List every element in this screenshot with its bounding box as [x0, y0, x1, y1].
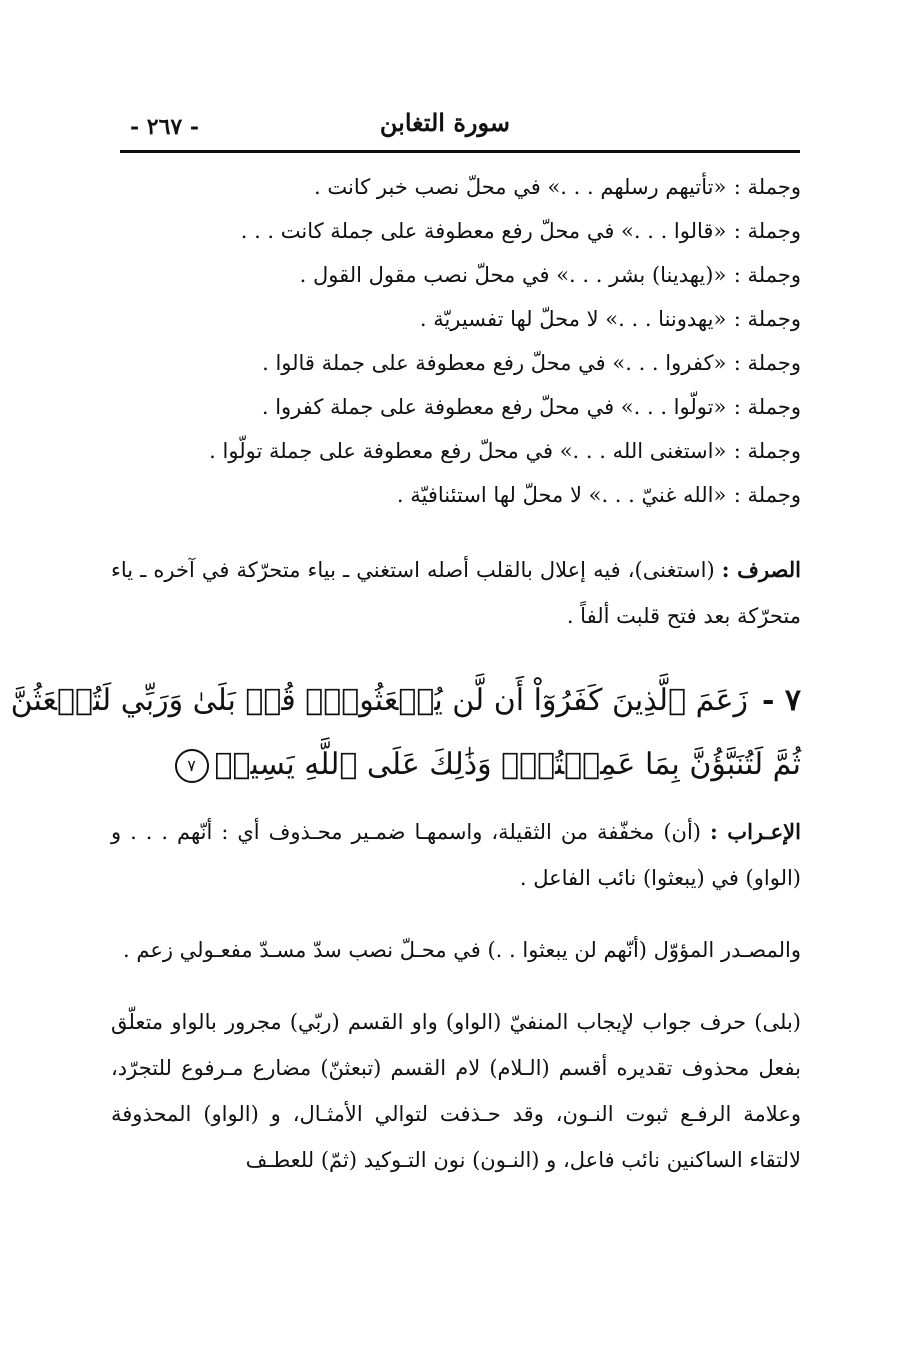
quran-verse [10, 669, 801, 797]
verse-text-2: ثُمَّ لَتُنَبَّؤُنَّ بِمَا عَمِلۡتُمۡۚ وَذَٰلِكَ عَلَى ٱللَّهِ يَسِيرٞ [214, 747, 801, 782]
verse-line-2 [111, 733, 801, 797]
jumla-label: وجملة : [733, 439, 801, 463]
jumla-line [111, 297, 801, 341]
masdar-paragraph: والمصـدر المؤوّل (أنّهم لن يبعثوا . .) في محـلّ نصب سدّ مسـدّ مفعـولي زعم . [123, 938, 801, 962]
jumla-label: وجملة : [733, 307, 801, 331]
jumla-line [111, 253, 801, 297]
sarf-text: (استغنى)، فيه إعلال بالقلب أصله استغني ـ بياء متحرّكة في آخره ـ ياء متحرّكة بعد فتح قلبت ألفاً . [111, 558, 801, 628]
jumla-line [111, 341, 801, 385]
verse-line-1 [10, 669, 801, 733]
header-rule [120, 150, 800, 153]
page-header [120, 98, 800, 154]
jumla-line [111, 429, 801, 473]
jumla-label: وجملة : [733, 351, 801, 375]
jumla-label: وجملة : [733, 175, 801, 199]
verse-number: ٧ - [761, 683, 801, 718]
jumla-text: «كفروا . . .» في محلّ رفع معطوفة على جملة قالوا . [262, 351, 727, 375]
sarf-paragraph [111, 547, 801, 639]
jumla-text: «يهدوننا . . .» لا محلّ لها تفسيريّة . [419, 307, 727, 331]
bala-paragraph: (بلى) حرف جواب لإيجاب المنفيّ (الواو) واو القسم (ربّي) مجرور بالواو متعلّق بفعل محذوف تقديره أقسم (الـلام) لام القسم (تبعثنّ) مضارع مـرفوع للتجرّد، وعلامة الرفـع ثبوت النـون، وقد حـذفت لتوالي الأمثـال، و (الواو) المحذوفة لالتقاء الساكنين نائب فاعل، و (النـون) نون التـوكيد (ثمّ) للعطـف [111, 1010, 801, 1172]
page-number: - ٢٦٧ - [130, 114, 200, 140]
ayah-end-marker: ٧ [175, 749, 209, 783]
irab-paragraph [111, 809, 801, 901]
jumla-line [111, 165, 801, 209]
irab-term: الإعـراب : [709, 819, 801, 844]
jumal-list [111, 165, 801, 517]
jumla-line [111, 385, 801, 429]
jumla-text: «تولّوا . . .» في محلّ رفع معطوفة على جملة كفروا . [261, 395, 727, 419]
jumla-label: وجملة : [733, 483, 801, 507]
jumla-label: وجملة : [733, 219, 801, 243]
verse-text-1: زَعَمَ ٱلَّذِينَ كَفَرُوٓاْ أَن لَّن يُبۡعَثُواْۚ قُلۡ بَلَىٰ وَرَبِّي لَتُبۡعَثُنَّ [10, 683, 748, 718]
page-body [10, 165, 801, 1183]
irab-text: (أن) مخفّفة من الثقيلة، واسمهـا ضمـير محـذوف أي : أنّهم . . . و (الواو) في (يبعثوا) نائب الفاعل . [111, 820, 801, 890]
jumla-line [111, 209, 801, 253]
jumla-text: «(يهدينا) بشر . . .» في محلّ نصب مقول القول . [299, 263, 727, 287]
jumla-text: «قالوا . . .» في محلّ رفع معطوفة على جملة كانت . . . [240, 219, 727, 243]
jumla-label: وجملة : [733, 263, 801, 287]
jumla-label: وجملة : [733, 395, 801, 419]
jumla-text: «استغنى الله . . .» في محلّ رفع معطوفة على جملة تولّوا . [209, 439, 727, 463]
jumla-text: «الله غنيّ . . .» لا محلّ لها استئنافيّة . [396, 483, 727, 507]
jumla-text: «تأتيهم رسلهم . . .» في محلّ نصب خبر كانت . [314, 175, 727, 199]
sarf-term: الصرف : [721, 557, 801, 582]
jumla-line [111, 473, 801, 517]
surah-title: سورة التغابن [379, 108, 510, 137]
